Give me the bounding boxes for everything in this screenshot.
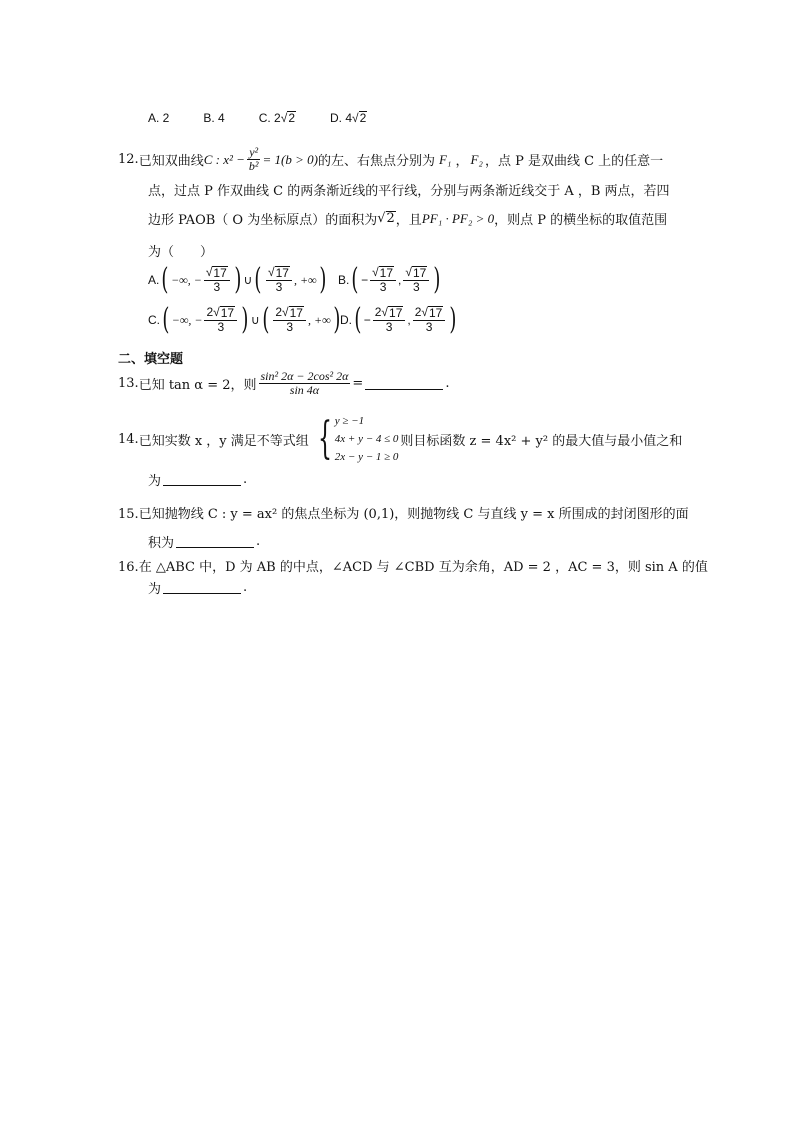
q12-range-text: ，则点 P 的横坐标的取值范围 [494, 213, 668, 228]
q12-area-text: 边形 PAOB（ O 为坐标原点）的面积为 [148, 213, 378, 228]
q15-line2: 积为 . [148, 534, 261, 551]
q14-line1 [118, 412, 682, 466]
q16-answer-blank[interactable] [163, 581, 241, 594]
q16-line1: 16.在 △ABC 中，D 为 AB 的中点，∠ACD 与 ∠CBD 互为余角，AD = 2 ，AC = 3，则 sin A 的值 [118, 560, 708, 575]
q11-options [148, 111, 367, 126]
q12-f1: F₁ [438, 151, 452, 167]
q12-condition: = 1(b > 0) [262, 151, 318, 167]
q12-tail: ，点 P 是双曲线 C 上的任意一 [484, 154, 664, 170]
q14-line2: 为 . [148, 472, 248, 489]
q13-period: . [445, 376, 450, 392]
q13-fraction: $\frac{\text{sin² 2α − 2cos² 2α}}{\sin 4\alpha}$ [260, 369, 349, 398]
q14-answer-blank[interactable] [163, 473, 241, 486]
q14-number: 14. [118, 431, 139, 447]
q11-option-b: B. 4 [203, 111, 225, 126]
q13-answer-blank[interactable] [365, 377, 443, 390]
q12-option-a: A. ( −∞, − √ 17 3 ) ∪ ( √ 17 3 , +∞ ) [148, 262, 326, 297]
q12-text: 已知双曲线 [138, 154, 204, 170]
q12-line4: 为（ ） [148, 245, 214, 260]
q12-option-d: D. ( − 2√ 17 3 , 2√ 17 3 ) [340, 302, 457, 337]
section-heading-fill-in: 二、填空题 [118, 352, 184, 367]
q12-line1: 12. 已知双曲线 C : x² − $\frac{\text{y²}}{\text{b²}}$ = 1(b > 0) 的左、右焦点分别为 F₁ ， F₂ ，点 P 是双曲线 C 上的任意一 [118, 145, 664, 174]
q12-f2: F₂ [470, 151, 483, 167]
q13-text: 已知 tan α = 2，则 [138, 378, 257, 394]
q11-option-d: D. 4√ 2 [330, 111, 367, 125]
q12-option-c: C. ( −∞, − 2√ 17 3 ) ∪ ( 2√ 17 3 , +∞ ) [148, 302, 341, 337]
q11-option-c: C. 2√ 2 [258, 111, 296, 125]
q12-sqrt2: √ 2 [377, 210, 395, 226]
q12-vector-condition: PF₁ · PF₂ > 0 [421, 210, 495, 226]
q16-line2: 为 . [148, 580, 248, 597]
q12-curve: C : x² − [203, 151, 245, 167]
q11-option-a: A. 2 [148, 111, 170, 126]
q13-number: 13. [118, 376, 139, 392]
q12-line2: 点，过点 P 作双曲线 C 的两条渐近线的平行线，分别与两条渐近线交于 A ，B 两点，若四 [148, 184, 670, 199]
q15-line1: 15.已知抛物线 C : y = ax² 的焦点坐标为 (0,1)，则抛物线 C 与直线 y = x 所围成的封闭图形的面 [118, 507, 689, 522]
q12-and: ，且 [395, 213, 422, 228]
q13 [118, 370, 449, 397]
q13-equals: = [352, 376, 364, 392]
q12-fraction: $\frac{\text{y²}}{\text{b²}}$ [248, 145, 259, 174]
q12-line3 [148, 209, 667, 228]
q14-text: 已知实数 x ，y 满足不等式组 [138, 433, 309, 449]
q12-number: 12. [118, 152, 139, 168]
q14-inequality-system: { y ≥ −1 4x + y − 4 ≤ 0 2x − y − 1 ≥ 0 [317, 413, 399, 464]
q12-text-2: 的左、右焦点分别为 [317, 154, 435, 170]
q15-answer-blank[interactable] [176, 535, 254, 548]
q14-objective: 则目标函数 z = 4x² + y² 的最大值与最小值之和 [400, 433, 683, 449]
q12-option-b: B. ( − √ 17 3 , √ 17 3 ) [338, 262, 441, 297]
